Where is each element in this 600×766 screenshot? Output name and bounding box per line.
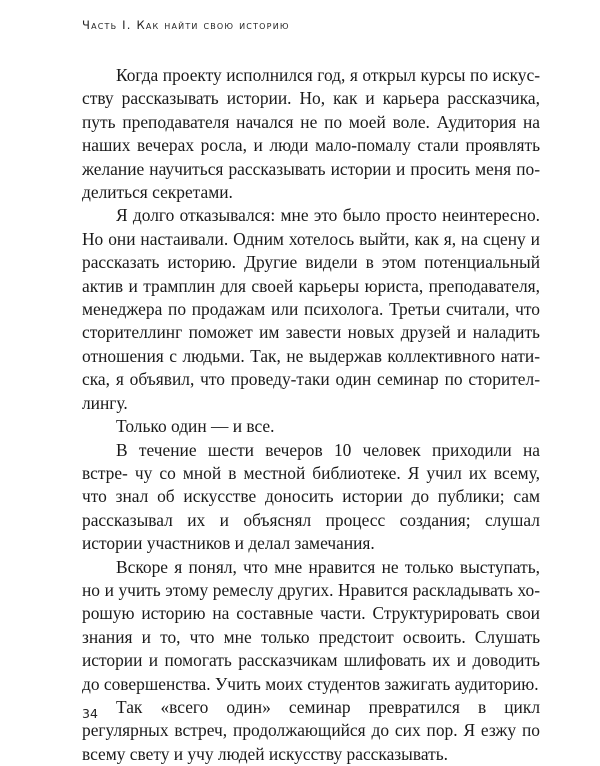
paragraph <box>82 64 540 204</box>
text-line: наших вечерах росла, и люди мало-помалу стали проявлять <box>82 135 540 156</box>
text-line: отношения с людьми. Так, не выдержав коллективного нати- <box>82 345 540 366</box>
text-line: менеджера по продажам или психолога. Третьи считали, что <box>82 299 540 320</box>
running-head: Часть I. Как найти свою историю <box>82 18 290 32</box>
page-number: 34 <box>82 706 98 721</box>
text-line: ству рассказывать истории. Но, как и карьера рассказчика, <box>82 88 540 109</box>
text-line: Так «всего один» семинар превратился в цикл регулярных <box>82 696 540 741</box>
text-line: до совершенства. Учить моих студентов зажигать аудиторию. <box>82 673 539 694</box>
paragraph <box>82 556 540 696</box>
text-line: рошую историю на составные части. Структурировать свои <box>82 603 540 624</box>
paragraph <box>82 696 540 766</box>
text-line: желание научиться рассказывать истории и просить меня по- <box>82 158 540 179</box>
text-line: В течение шести вечеров 10 человек приходили на встре- <box>82 439 540 483</box>
text-line: сторителлинг поможет им завести новых друзей и наладить <box>82 322 540 343</box>
text-line: встреч, продолжающийся до сих пор. Я езжу по всему свету <box>82 720 540 764</box>
paragraph <box>82 204 540 415</box>
text-line: актив и трамплин для своей карьеры юриста, преподавателя, <box>82 275 540 296</box>
text-line: Вскоре я понял, что мне нравится не только выступать, <box>116 556 540 577</box>
text-line: истории и помогать рассказчикам шлифовать их и доводить <box>82 650 540 671</box>
text-line: Я долго отказывался: мне это было просто неинтересно. <box>116 205 540 226</box>
body-text <box>82 64 540 766</box>
text-line: чу со мной в местной библиотеке. Я учил их всему, что знал <box>82 462 540 507</box>
text-line: но и учить этому ремеслу других. Нравится раскладывать хо- <box>82 579 540 600</box>
text-line: Но они настаивали. Одним хотелось выйти, как я, на сцену <box>82 228 526 249</box>
text-line: лингу. <box>82 392 128 413</box>
text-line: ска, я объявил, что проведу-таки один семинар по сторител- <box>82 369 540 390</box>
text-line: Только один — и все. <box>116 416 275 437</box>
text-line: делиться секретами. <box>82 182 233 203</box>
text-line: путь преподавателя начался не по моей воле. Аудитория на <box>82 111 540 132</box>
text-line: об искусстве доносить истории до публики; сам рассказывал <box>82 486 540 530</box>
text-line: знания и то, что мне только предстоит освоить. Слушать <box>82 626 540 647</box>
text-line: и учу людей искусству рассказывать. <box>173 743 448 764</box>
text-line: и делал замечания. <box>234 533 375 554</box>
text-line: их и объяснял процесс создания; слушал истории участников <box>82 509 540 554</box>
paragraph <box>82 439 540 556</box>
text-line: и рассказать историю. Другие видели в этом потенциальный <box>82 228 540 273</box>
paragraph <box>82 415 540 438</box>
text-line: Когда проекту исполнился год, я открыл курсы по искус- <box>116 65 540 85</box>
